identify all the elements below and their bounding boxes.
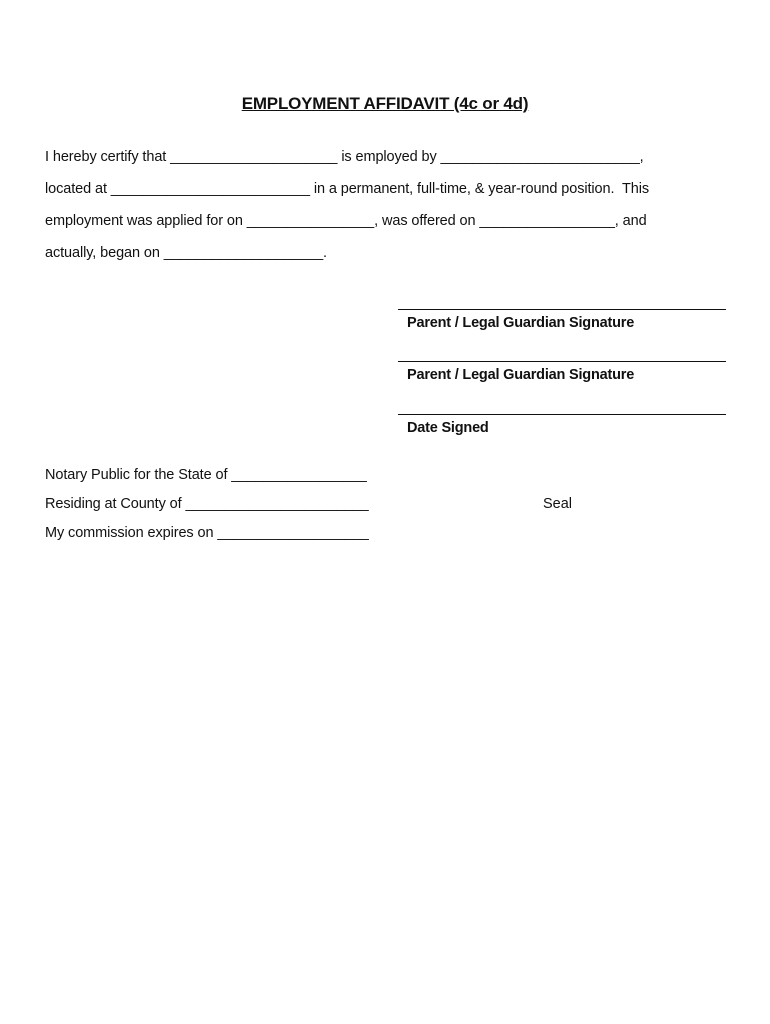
signature-label: Parent / Legal Guardian Signature xyxy=(407,315,635,331)
notary-county-line: Residing at County of _______________________ xyxy=(45,496,369,512)
signature-line[interactable] xyxy=(398,309,726,310)
date-signed-label: Date Signed xyxy=(407,420,489,436)
signature-block-date xyxy=(398,414,726,436)
document-title: EMPLOYMENT AFFIDAVIT (4c or 4d) xyxy=(241,94,529,113)
date-line[interactable] xyxy=(398,414,726,415)
began-on-line: actually, began on ____________________. xyxy=(45,245,327,261)
certify-line: I hereby certify that _____________________ is employed by _________________________, xyxy=(45,149,644,165)
notary-state-line: Notary Public for the State of _________________ xyxy=(45,467,367,483)
signature-block-guardian-1 xyxy=(398,309,726,331)
seal-label: Seal xyxy=(543,496,573,512)
applied-offered-line: employment was applied for on ________________, was offered on _________________, and xyxy=(45,213,647,229)
location-line: located at _________________________ in a permanent, full-time, & year-round position. This xyxy=(45,181,649,197)
signature-line[interactable] xyxy=(398,361,726,362)
signature-label: Parent / Legal Guardian Signature xyxy=(407,367,635,383)
signature-block-guardian-2 xyxy=(398,361,726,383)
notary-commission-line: My commission expires on ___________________ xyxy=(45,525,369,541)
